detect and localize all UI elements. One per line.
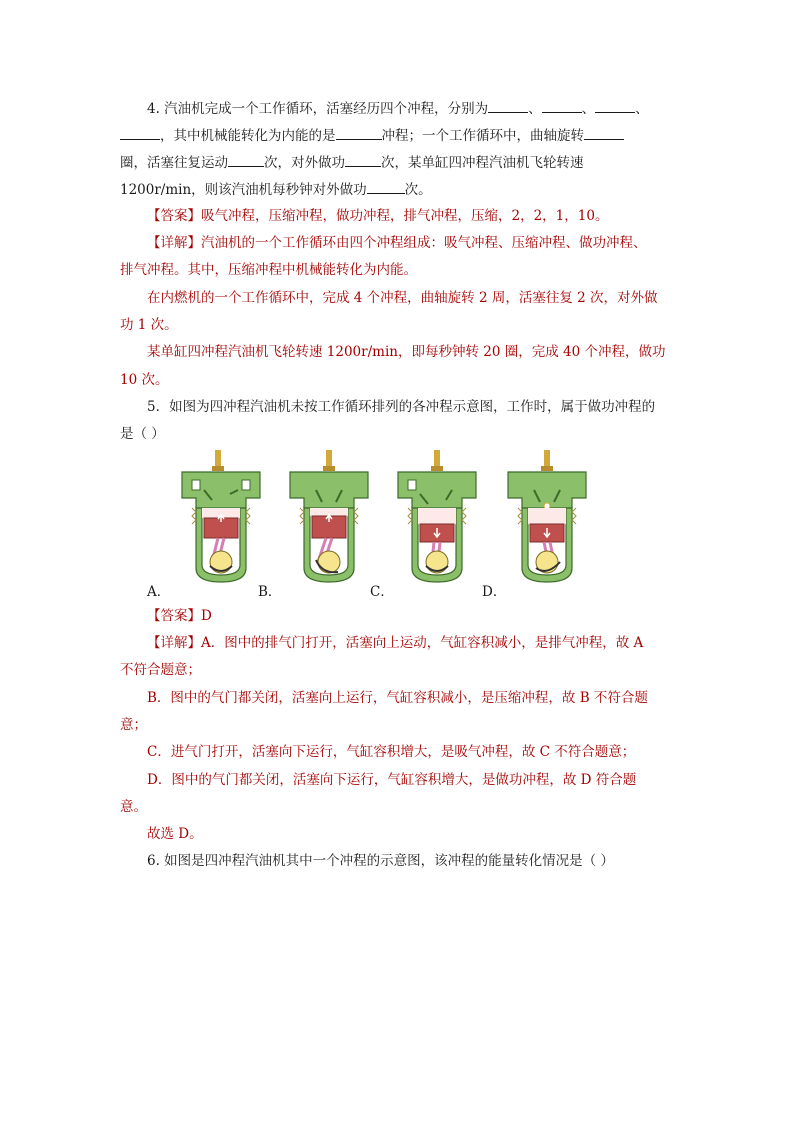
- q5-stem-2: 是（ ）: [120, 426, 165, 442]
- separator: 、: [528, 101, 542, 117]
- q5-detail-d2: 意。: [120, 799, 147, 815]
- q5-detail-b2: 意；: [120, 717, 147, 733]
- q5-stem-1: 5．如图为四冲程汽油机未按工作循环排列的各冲程示意图，工作时，属于做功冲程的: [147, 399, 656, 415]
- engine-stroke-diagram-d: [504, 450, 590, 585]
- blank: [595, 98, 635, 113]
- q4-line-4: [120, 179, 432, 200]
- detail-tag: 【详解】: [147, 235, 201, 251]
- blank: [345, 152, 381, 167]
- q5-detail-d1: D．图中的气门都关闭，活塞向下运行，气缸容积增大，是做功冲程，故 D 符合题: [147, 772, 637, 788]
- q4-line-2: [120, 125, 624, 146]
- q4-text: 次。: [404, 182, 432, 198]
- option-c-label: C．: [370, 584, 394, 600]
- engine-stroke-diagram-b: [286, 450, 372, 585]
- q4-answer: [147, 206, 608, 226]
- option-b-label: B．: [258, 584, 282, 600]
- blank: [584, 125, 624, 140]
- engine-stroke-diagram-a: [178, 450, 264, 585]
- q4-text: 1200r/min，则该汽油机每秒钟对外做功: [120, 182, 367, 198]
- q4-text: 4. 汽油机完成一个工作循环，活塞经历四个冲程，分别为: [147, 101, 489, 117]
- blank: [542, 98, 582, 113]
- separator: 、: [635, 101, 649, 117]
- blank: [367, 179, 405, 194]
- separator: 、: [581, 101, 596, 117]
- engine-stroke-diagram-c: [394, 450, 480, 585]
- q4-text: 圈，活塞往复运动: [120, 155, 228, 171]
- answer-text: 吸气冲程，压缩冲程，做功冲程，排气冲程，压缩，2，2，1，10。: [201, 208, 609, 224]
- blank: [488, 98, 528, 113]
- option-d-label: D．: [482, 584, 507, 600]
- answer-text: D: [201, 608, 212, 624]
- q4-detail-2: 排气冲程。其中，压缩冲程中机械能转化为内能。: [120, 262, 417, 278]
- blank: [120, 125, 160, 140]
- option-a-label: A．: [147, 584, 171, 600]
- q6-stem: 6. 如图是四冲程汽油机其中一个冲程的示意图，该冲程的能量转化情况是（ ）: [147, 853, 614, 869]
- q5-detail-c1: C．进气门打开，活塞向下运行，气缸容积增大，是吸气冲程，故 C 不符合题意；: [147, 744, 636, 760]
- answer-tag: 【答案】: [147, 608, 201, 624]
- q4-text: 次，对外做功: [264, 155, 345, 171]
- q4-detail-3: 在内燃机的一个工作循环中，完成 4 个冲程，曲轴旋转 2 周，活塞往复 2 次，对外做: [147, 290, 658, 306]
- q4-line-1: [147, 98, 649, 119]
- q5-conclusion: 故选 D。: [147, 826, 203, 842]
- q5-detail-a2: 不符合题意；: [120, 662, 201, 678]
- detail-text: A．图中的排气门打开，活塞向上运动，气缸容积减小，是排气冲程，故 A: [201, 635, 644, 651]
- q4-detail-5: 某单缸四冲程汽油机飞轮转速 1200r/min，即每秒钟转 20 圈，完成 40 个冲程，做功: [147, 344, 666, 360]
- q4-text: 冲程；一个工作循环中，曲轴旋转: [381, 128, 584, 144]
- q4-text: 次，某单缸四冲程汽油机飞轮转速: [381, 155, 584, 171]
- blank: [228, 152, 264, 167]
- answer-tag: 【答案】: [147, 208, 201, 224]
- engine-figure: [166, 450, 596, 600]
- detail-tag: 【详解】: [147, 635, 201, 651]
- q4-detail-6: 10 次。: [120, 372, 169, 388]
- q4-text: ，其中机械能转化为内能的是: [160, 128, 336, 144]
- q4-line-3: [120, 152, 584, 173]
- q5-answer: [147, 606, 212, 626]
- q4-detail-4: 功 1 次。: [120, 317, 178, 333]
- blank: [336, 125, 382, 140]
- q4-detail-1: [147, 233, 647, 253]
- q5-detail-a1: [147, 633, 643, 653]
- detail-text: 汽油机的一个工作循环由四个冲程组成：吸气冲程、压缩冲程、做功冲程、: [201, 235, 647, 251]
- q5-detail-b1: B．图中的气门都关闭，活塞向上运行，气缸容积减小，是压缩冲程，故 B 不符合题: [147, 690, 648, 706]
